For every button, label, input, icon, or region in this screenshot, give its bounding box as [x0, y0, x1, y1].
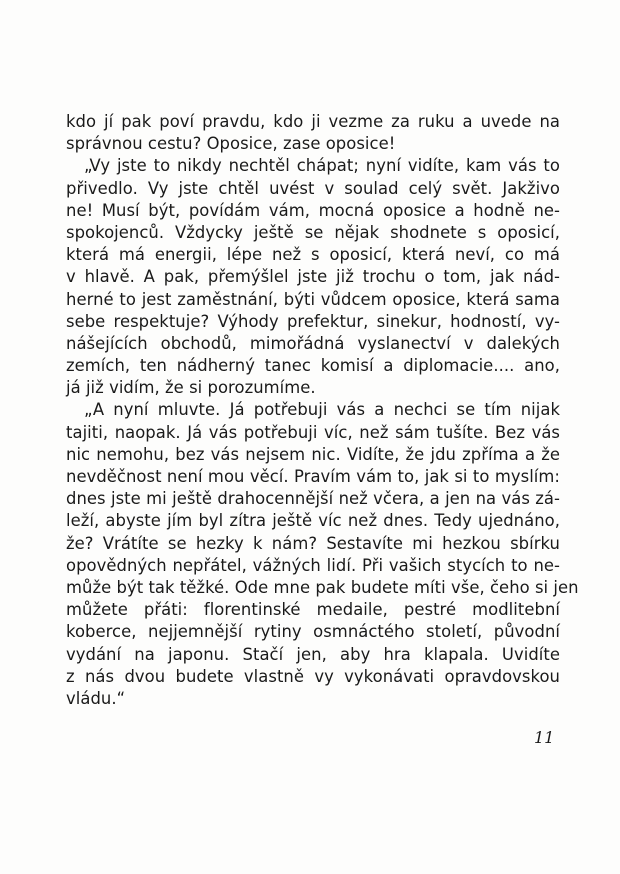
text-line: z nás dvou budete vlastně vy vykonávati opravdovskou [66, 666, 560, 686]
text-line: tajiti, naopak. Já vás potřebuji víc, než sám tušíte. Bez vás [66, 422, 560, 442]
text-line: sebe respektuje? Výhody prefektur, sinekur, hodností, vy- [66, 311, 560, 331]
text-line: nevděčnost není mou věcí. Pravím vám to, jak si to myslím: [66, 467, 560, 486]
text-line: nášejících obchodů, mimořádná vyslanectví v dalekých [66, 333, 560, 353]
text-line: ne! Musí být, povídám vám, mocná oposice a hodně ne- [66, 200, 560, 220]
text-line: opovědných nepřátel, vážných lidí. Při vašich stycích to ne- [66, 555, 560, 575]
text-line: spokojenců. Vždycky ještě se nějak shodnete s oposicí, [66, 222, 560, 242]
text-line: vydání na japonu. Stačí jen, aby hra klapala. Uvidíte [66, 644, 560, 664]
text-line: dnes jste mi ještě drahocennější než včera, a jen na vás zá- [66, 489, 560, 509]
text-line: „A nyní mluvte. Já potřebuji vás a nechci se tím nijak [84, 400, 560, 420]
text-line: v hlavě. A pak, přemýšlel jste již trochu o tom, jak nád- [66, 267, 560, 287]
text-line: leží, abyste jím byl zítra ještě víc než dnes. Tedy ujednáno, [66, 511, 560, 531]
text-line: herné to jest zaměstnání, býti vůdcem oposice, která sama [66, 289, 560, 309]
text-line: že? Vrátíte se hezky k nám? Sestavíte mi hezkou sbírku [66, 533, 560, 553]
page-number: 11 [534, 728, 555, 747]
text-line: „Vy jste to nikdy nechtěl chápat; nyní vidíte, kam vás to [84, 156, 560, 176]
text-line: může být tak těžké. Ode mne pak budete míti vše, čeho si jen [66, 577, 579, 597]
text-line: správnou cestu? Oposice, zase oposice! [66, 134, 396, 154]
text-line: koberce, nejjemnější rytiny osmnáctého století, původní [66, 622, 560, 642]
text-line: můžete přáti: florentinské medaile, pestré modlitební [66, 600, 560, 620]
text-line: kdo jí pak poví pravdu, kdo ji vezme za ruku a uvede na [66, 112, 560, 131]
text-line: já již vidím, že si porozumíme. [66, 378, 316, 398]
text-line: která má energii, lépe než s oposicí, která neví, co má [66, 245, 560, 265]
text-line: nic nemohu, bez vás nejsem nic. Vidíte, že jdu zpříma a že [66, 444, 560, 464]
text-line: zemích, ten nádherný tanec komisí a diplomacie.... ano, [66, 356, 560, 376]
body-text [66, 111, 579, 710]
text-line: vládu.“ [66, 688, 126, 708]
text-line: přivedlo. Vy jste chtěl uvést v soulad celý svět. Jakživo [66, 178, 560, 198]
